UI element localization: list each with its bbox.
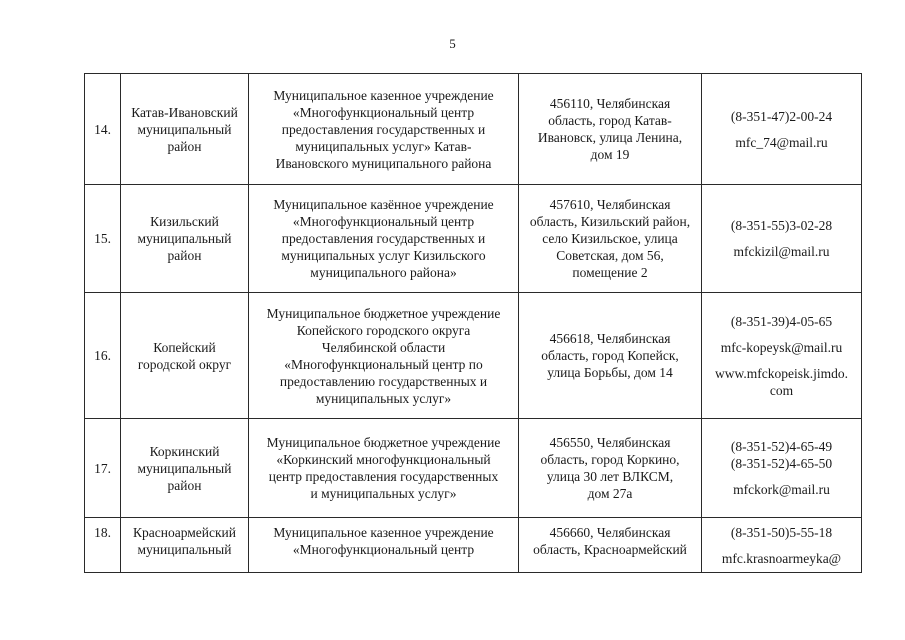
- address-line: 456618, Челябинская: [549, 331, 671, 346]
- municipality-line: муниципальный: [137, 542, 232, 557]
- organization-cell: [249, 518, 519, 573]
- organization-line: центр предоставления государственных: [268, 469, 499, 484]
- table-row: [85, 185, 862, 293]
- organization-line: муниципальных услуг»: [315, 390, 452, 406]
- address-line: Советская, дом 56,: [556, 248, 664, 263]
- address-line: дом 27а: [587, 486, 633, 501]
- municipality-cell: [121, 74, 249, 185]
- contacts-cell: [702, 293, 862, 419]
- email-address: mfc.krasnoarmeyka@: [721, 551, 842, 566]
- organization-line: «Многофункциональный центр: [292, 214, 475, 229]
- email-address: mfckizil@mail.ru: [733, 244, 830, 259]
- organization-line: Муниципальное бюджетное учреждение: [266, 435, 501, 450]
- organization-cell: [249, 293, 519, 419]
- organization-line: Муниципальное бюджетное учреждение: [266, 305, 501, 321]
- address-line: область, Кизильский район,: [529, 214, 691, 229]
- spacer: [705, 234, 858, 243]
- phone-number: (8-351-39)4-05-65: [730, 313, 833, 329]
- municipality-line: городской округ: [137, 356, 232, 372]
- address-cell: [519, 419, 702, 518]
- organization-line: Муниципальное казенное учреждение: [273, 87, 494, 103]
- address-cell: [519, 74, 702, 185]
- address-line: улица 30 лет ВЛКСМ,: [546, 469, 674, 484]
- organization-line: Ивановского муниципального района: [275, 155, 492, 171]
- organization-line: предоставления государственных и: [281, 121, 486, 137]
- organization-line: «Многофункциональный центр по: [284, 356, 483, 372]
- table-row: [85, 518, 862, 573]
- phone-number: (8-351-52)4-65-50: [730, 456, 833, 471]
- phone-number: (8-351-52)4-65-49: [730, 439, 833, 454]
- table-row: [85, 293, 862, 419]
- spacer: [705, 541, 858, 550]
- address-line: помещение 2: [572, 265, 648, 280]
- spacer: [705, 472, 858, 481]
- address-line: 456110, Челябинская: [549, 96, 671, 111]
- municipality-line: район: [167, 138, 202, 154]
- organization-line: «Коркинский многофункциональный: [276, 452, 491, 467]
- spacer: [705, 356, 858, 365]
- municipality-line: Кизильский: [150, 214, 219, 229]
- email-address: mfckork@mail.ru: [733, 482, 830, 497]
- row-number: 14.: [85, 74, 121, 185]
- address-line: улица Борьбы, дом 14: [547, 365, 673, 380]
- table-body: [85, 74, 862, 573]
- table-row: [85, 74, 862, 185]
- municipality-line: муниципальный: [137, 121, 232, 137]
- municipality-line: муниципальный: [137, 231, 232, 246]
- organization-line: муниципального района»: [310, 265, 457, 280]
- website-line: www.mfckopeisk.jimdo.: [715, 365, 848, 381]
- row-number: 18.: [85, 518, 121, 573]
- organization-line: Муниципальное казённое учреждение: [273, 197, 494, 212]
- address-line: область, город Копейск,: [541, 348, 679, 363]
- municipality-line: район: [167, 248, 202, 263]
- municipality-line: Катав-Ивановский: [131, 104, 238, 120]
- municipality-cell: [121, 293, 249, 419]
- address-line: село Кизильское, улица: [542, 231, 678, 246]
- organization-line: Копейского городского округа: [296, 322, 471, 338]
- phone-number: (8-351-47)2-00-24: [730, 108, 833, 124]
- organization-line: «Многофункциональный центр: [292, 104, 475, 120]
- address-line: дом 19: [590, 147, 630, 162]
- address-line: 456660, Челябинская: [549, 525, 671, 540]
- phone-number: (8-351-55)3-02-28: [730, 218, 833, 233]
- organization-cell: [249, 74, 519, 185]
- organization-line: муниципальных услуг Кизильского: [281, 248, 486, 263]
- spacer: [705, 330, 858, 339]
- address-line: область, город Коркино,: [540, 452, 680, 467]
- municipality-cell: [121, 518, 249, 573]
- organization-line: Челябинской области: [321, 339, 446, 355]
- contacts-cell: [702, 518, 862, 573]
- organization-line: предоставления государственных и: [281, 231, 486, 246]
- address-line: Ивановск, улица Ленина,: [537, 130, 683, 145]
- municipality-line: Красноармейский: [132, 525, 236, 540]
- contacts-cell: [702, 185, 862, 293]
- row-number: 17.: [85, 419, 121, 518]
- mfc-table: [84, 73, 862, 573]
- row-number: 15.: [85, 185, 121, 293]
- phone-number: (8-351-50)5-55-18: [730, 525, 833, 540]
- municipality-cell: [121, 419, 249, 518]
- municipality-line: Копейский: [153, 339, 216, 355]
- organization-line: и муниципальных услуг»: [310, 486, 457, 501]
- contacts-cell: [702, 419, 862, 518]
- organization-line: «Многофункциональный центр: [292, 542, 475, 557]
- organization-cell: [249, 419, 519, 518]
- email-address: mfc-kopeysk@mail.ru: [720, 339, 843, 355]
- municipality-line: Коркинский: [149, 443, 220, 459]
- organization-cell: [249, 185, 519, 293]
- address-line: область, Красноармейский: [533, 542, 687, 557]
- address-line: область, город Катав-: [548, 113, 672, 128]
- municipality-line: район: [167, 477, 202, 493]
- website-line: com: [769, 382, 794, 398]
- municipality-line: муниципальный: [137, 460, 232, 476]
- address-line: 457610, Челябинская: [549, 197, 671, 212]
- address-line: 456550, Челябинская: [549, 435, 671, 450]
- email-address: mfc_74@mail.ru: [735, 134, 828, 150]
- address-cell: [519, 293, 702, 419]
- contacts-cell: [702, 74, 862, 185]
- address-cell: [519, 185, 702, 293]
- municipality-cell: [121, 185, 249, 293]
- page-number: 5: [449, 36, 456, 51]
- organization-line: муниципальных услуг» Катав-: [295, 138, 472, 154]
- organization-line: предоставлению государственных и: [279, 373, 488, 389]
- spacer: [705, 125, 858, 134]
- table-row: [85, 419, 862, 518]
- address-cell: [519, 518, 702, 573]
- row-number: 16.: [85, 293, 121, 419]
- organization-line: Муниципальное казенное учреждение: [273, 525, 494, 540]
